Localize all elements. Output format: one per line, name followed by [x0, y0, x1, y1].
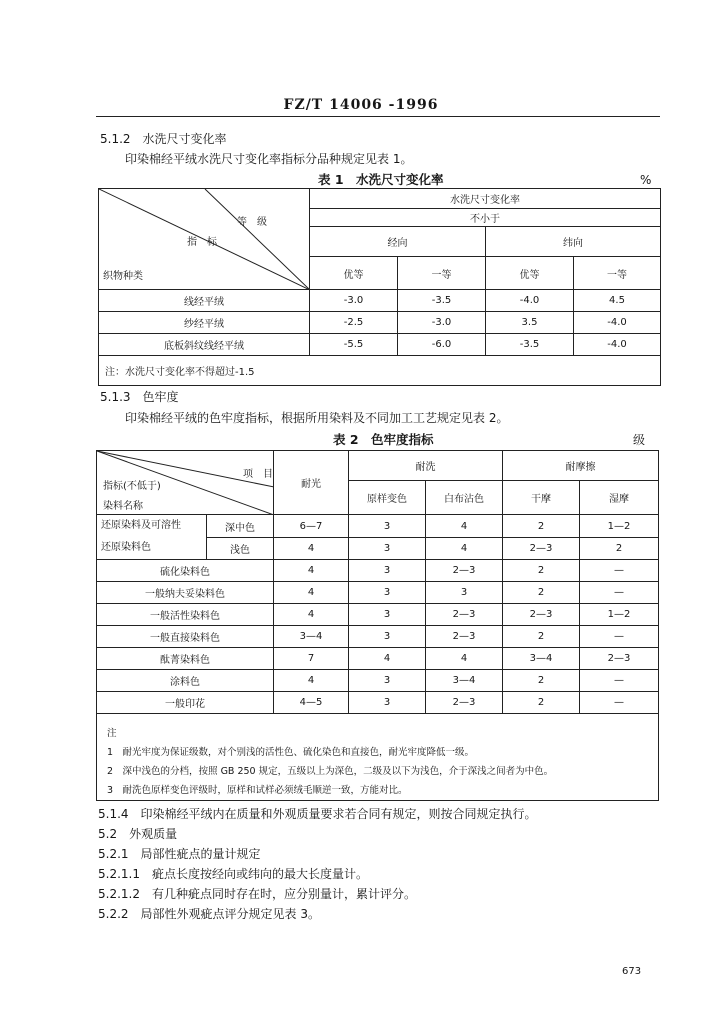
table2-cell: 6—7 [274, 515, 349, 538]
table1-cell: -2.5 [310, 312, 398, 334]
table2-cell: 4 [426, 538, 503, 560]
table2-dye-name: 一般纳夫妥染料色 [97, 582, 274, 604]
table1-grade-header: 一等 [574, 257, 661, 290]
table2-shade: 浅色 [207, 538, 274, 560]
table1-warp-header: 经向 [310, 227, 486, 257]
table1-cell: -4.0 [486, 290, 574, 312]
table2-cell: 3—4 [426, 670, 503, 692]
table2-cell: 4 [349, 648, 426, 670]
section-5-1-3-text: 印染棉经平绒的色牢度指标，根据所用染料及不同加工工艺规定见表 2。 [125, 411, 509, 425]
table2-dye-name: 涂料色 [97, 670, 274, 692]
table2-cell: 2—3 [426, 692, 503, 714]
table2-corner-dye: 染料名称 [103, 501, 143, 512]
table1-corner-index: 指 标 [187, 237, 217, 248]
table2-shade: 深中色 [207, 515, 274, 538]
table1-cell: -3.0 [398, 312, 486, 334]
table2-dye-name: 硫化染料色 [97, 560, 274, 582]
table2-cell: 3—4 [503, 648, 580, 670]
table2-subheader: 白布沾色 [426, 481, 503, 515]
table1-unit: % [640, 173, 652, 187]
table2-cell: 2 [503, 692, 580, 714]
table2-cell: 2 [503, 626, 580, 648]
table1-corner-fabric: 织物种类 [103, 271, 143, 282]
table1-grade-header: 优等 [486, 257, 574, 290]
section-5-1-2-heading: 5.1.2 水洗尺寸变化率 [100, 132, 227, 146]
table2-cell: 3 [349, 692, 426, 714]
table-row [97, 670, 659, 692]
table-row [97, 515, 659, 538]
table2-corner-item: 项 目 [243, 469, 273, 480]
table1-cell: 3.5 [486, 312, 574, 334]
table2-cell: 1—2 [580, 604, 659, 626]
table1-weft-header: 纬向 [486, 227, 661, 257]
table-row [99, 334, 661, 356]
section-5-1-2-text: 印染棉经平绒水洗尺寸变化率指标分品种规定见表 1。 [125, 152, 413, 166]
table2-cell: 3 [349, 560, 426, 582]
table-row [99, 290, 661, 312]
table1-corner-cell [99, 189, 310, 290]
table2-note: 3 耐洗色原样变色评级时，原样和试样必须绒毛顺逆一致，方能对比。 [107, 785, 408, 796]
table2-cell: 3 [349, 670, 426, 692]
table-row [97, 692, 659, 714]
table2-cell: 4 [426, 648, 503, 670]
table2-cell: 3 [349, 604, 426, 626]
table2-corner-index: 指标(不低于) [103, 481, 161, 492]
table2-cell: 3 [349, 626, 426, 648]
table-row [97, 648, 659, 670]
table2-cell: 2 [503, 670, 580, 692]
table2-cell: — [580, 692, 659, 714]
table1-cell: -3.0 [310, 290, 398, 312]
table2-cell: 4 [274, 560, 349, 582]
table1-cell: -4.0 [574, 312, 661, 334]
table1-caption: 表 1 水洗尺寸变化率 [318, 172, 444, 187]
table-row [99, 312, 661, 334]
table1-cell: 4.5 [574, 290, 661, 312]
table2-corner-cell [97, 451, 274, 515]
table2-cell: 3—4 [274, 626, 349, 648]
table2-dye-name: 酞菁染料色 [97, 648, 274, 670]
table1-grade-header: 优等 [310, 257, 398, 290]
table2-vat-label-line1: 还原染料及可溶性 [101, 520, 181, 531]
table2-rub-header: 耐摩擦 [503, 451, 659, 481]
table1-fabric-name: 线经平绒 [99, 290, 310, 312]
paragraph: 5.2 外观质量 [98, 827, 178, 841]
paragraph: 5.2.1.1 疵点长度按经向或纬向的最大长度量计。 [98, 867, 368, 881]
table2-light-header: 耐光 [274, 451, 349, 515]
table2-cell: — [580, 560, 659, 582]
table2-cell: 2—3 [426, 560, 503, 582]
table1-group-sub: 不小于 [310, 209, 661, 227]
table-row [97, 604, 659, 626]
table2-cell: 4 [426, 515, 503, 538]
table1-cell: -6.0 [398, 334, 486, 356]
table2-cell: 7 [274, 648, 349, 670]
table1-note: 注：水洗尺寸变化率不得超过-1.5 [99, 356, 661, 386]
table1 [98, 188, 661, 386]
table1-fabric-name: 底板斜纹线经平绒 [99, 334, 310, 356]
table1-corner-grade: 等 级 [237, 217, 267, 228]
table2-wash-header: 耐洗 [349, 451, 503, 481]
table-row [97, 560, 659, 582]
table2-subheader: 干摩 [503, 481, 580, 515]
table2-subheader: 原样变色 [349, 481, 426, 515]
table2-dye-name: 一般直接染料色 [97, 626, 274, 648]
table-row [97, 582, 659, 604]
table1-cell: -3.5 [398, 290, 486, 312]
table2-vat-label [97, 515, 207, 560]
table2-cell: 4 [274, 582, 349, 604]
table1-cell: -3.5 [486, 334, 574, 356]
table1-grade-header: 一等 [398, 257, 486, 290]
paragraph: 5.2.1.2 有几种疵点同时存在时，应分别量计，累计评分。 [98, 887, 416, 901]
table2-cell: 2—3 [580, 648, 659, 670]
table-row [97, 626, 659, 648]
table2-cell: 1—2 [580, 515, 659, 538]
table2-note: 1 耐光牢度为保证级数，对个别浅的活性色、硫化染色和直接色，耐光牢度降低一级。 [107, 747, 475, 758]
header-rule [96, 116, 660, 117]
table2-cell: 4—5 [274, 692, 349, 714]
table2-note: 2 深中浅色的分档，按照 GB 250 规定，五级以上为深色，二级及以下为浅色，介于深浅之间者为中色。 [107, 766, 554, 777]
paragraph: 5.2.2 局部性外观疵点评分规定见表 3。 [98, 907, 320, 921]
table2-note-title: 注 [107, 728, 117, 739]
table2-subheader: 湿摩 [580, 481, 659, 515]
table2-cell: 3 [349, 515, 426, 538]
table2-notes [97, 714, 659, 801]
table2-cell: — [580, 582, 659, 604]
table2-cell: 2 [503, 560, 580, 582]
table1-cell: -5.5 [310, 334, 398, 356]
paragraph: 5.1.4 印染棉经平绒内在质量和外观质量要求若合同有规定，则按合同规定执行。 [98, 807, 537, 821]
table1-cell: -4.0 [574, 334, 661, 356]
table2-cell: 2—3 [503, 604, 580, 626]
table2-caption: 表 2 色牢度指标 [333, 432, 434, 447]
table2-cell: 2 [580, 538, 659, 560]
table2-cell: 3 [426, 582, 503, 604]
section-5-1-3-heading: 5.1.3 色牢度 [100, 390, 179, 404]
table2-cell: 4 [274, 670, 349, 692]
table1-group-header: 水洗尺寸变化率 [310, 189, 661, 209]
table2-cell: — [580, 670, 659, 692]
standard-code: FZ/T 14006 -1996 [283, 97, 439, 113]
table2-cell: 3 [349, 538, 426, 560]
page-number: 673 [622, 966, 642, 977]
table2-cell: 2—3 [426, 604, 503, 626]
table2-cell: 4 [274, 538, 349, 560]
table2 [96, 450, 659, 801]
table2-cell: 2 [503, 582, 580, 604]
table2-dye-name: 一般印花 [97, 692, 274, 714]
table1-fabric-name: 纱经平绒 [99, 312, 310, 334]
table2-cell: 2 [503, 515, 580, 538]
table2-cell: 2—3 [503, 538, 580, 560]
paragraph: 5.2.1 局部性疵点的量计规定 [98, 847, 261, 861]
table2-cell: 2—3 [426, 626, 503, 648]
table2-cell: 3 [349, 582, 426, 604]
table2-vat-label-line2: 还原染料色 [101, 542, 151, 553]
table2-cell: 4 [274, 604, 349, 626]
table2-unit: 级 [633, 433, 646, 447]
table2-dye-name: 一般活性染料色 [97, 604, 274, 626]
table2-cell: — [580, 626, 659, 648]
